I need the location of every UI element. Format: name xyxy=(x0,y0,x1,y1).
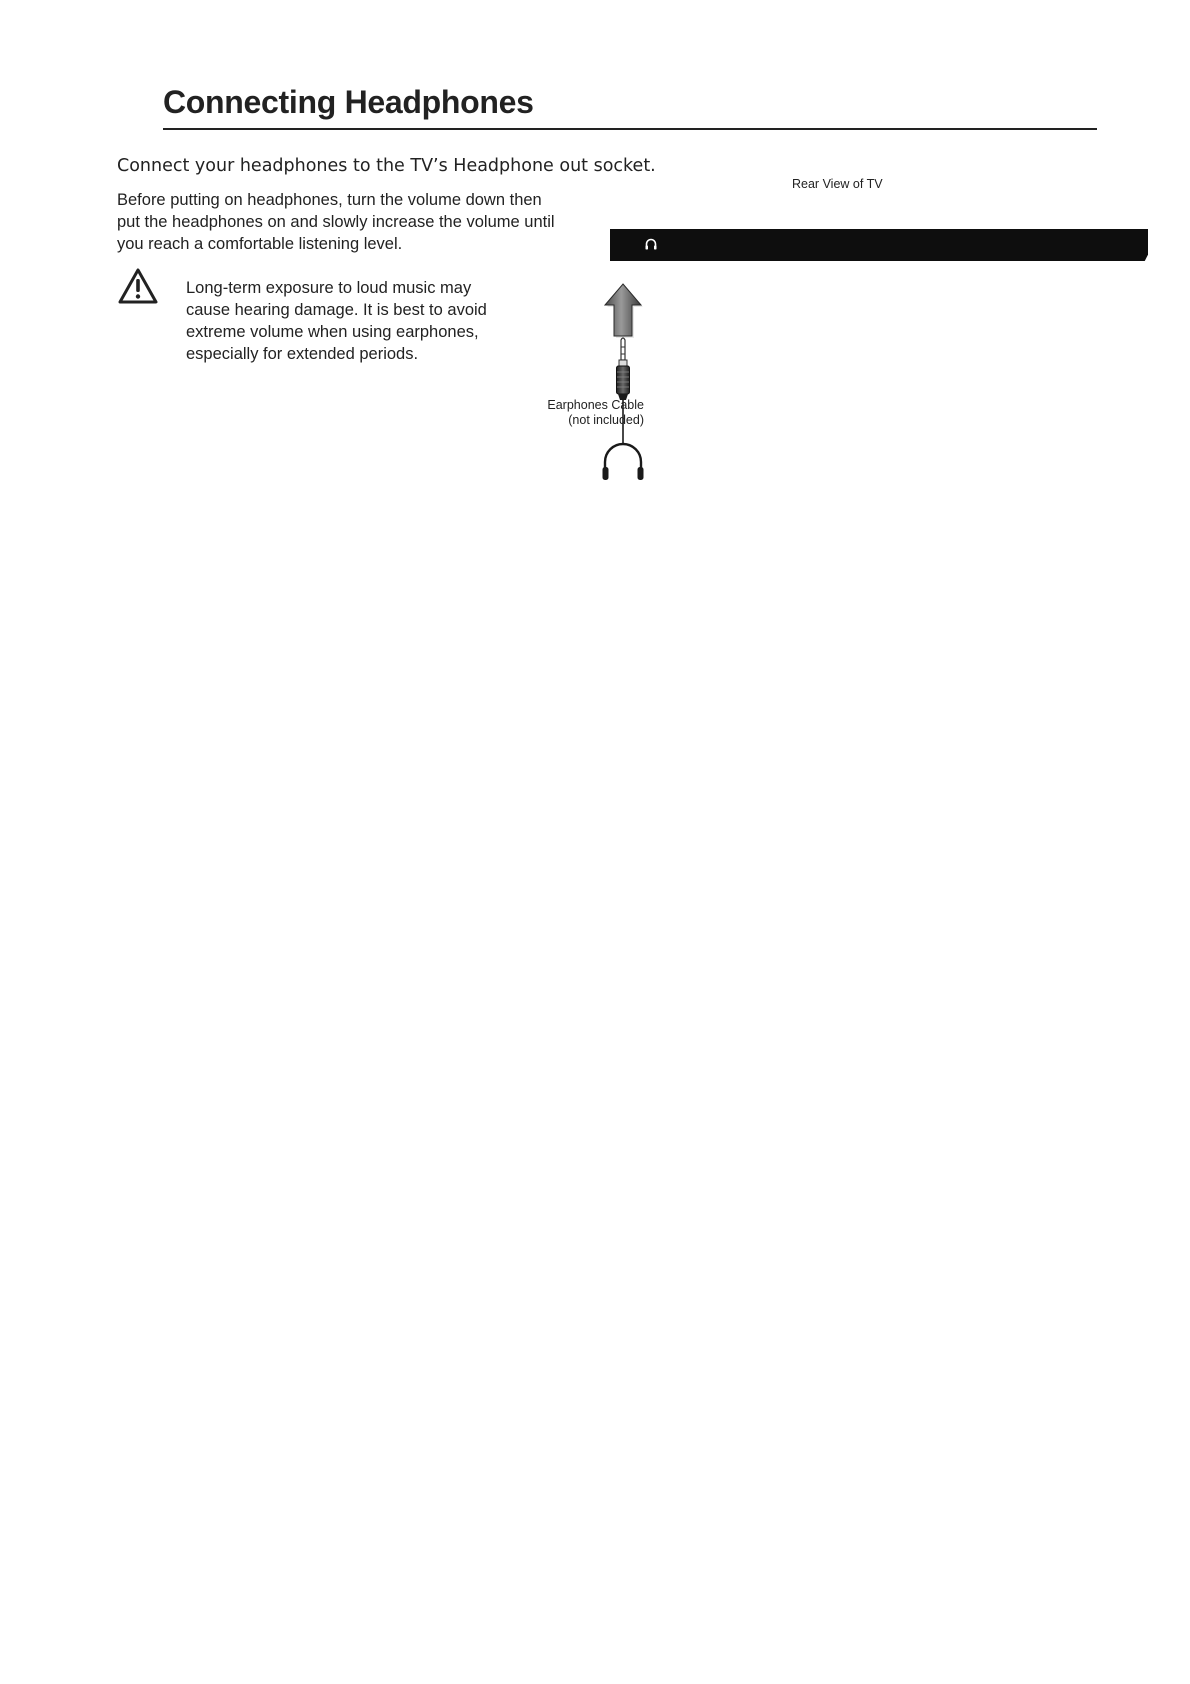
warning-triangle-icon xyxy=(117,267,159,305)
warning-text: Long-term exposure to loud music may cause hearing damage. It is best to avoid extreme volume when using earphones, especially for extended periods. xyxy=(186,279,487,363)
connection-diagram xyxy=(540,170,1160,500)
audio-jack-plug-icon xyxy=(617,338,630,400)
instructions-text: Before putting on headphones, turn the volume down then put the headphones on and slowly increase the volume until you reach a comfortable listening level. xyxy=(117,191,555,253)
headphones-icon xyxy=(603,444,644,480)
page-title: Connecting Headphones xyxy=(163,84,534,120)
earphones-cable-label xyxy=(520,398,644,428)
intro-text: Connect your headphones to the TV’s Headphone out socket. xyxy=(117,156,656,176)
cable-label-line-1: Earphones Cable xyxy=(547,398,644,412)
rear-view-label: Rear View of TV xyxy=(792,177,883,191)
title-divider xyxy=(163,128,1097,130)
arrow-up-icon xyxy=(605,284,643,338)
cable-label-line-2: (not included) xyxy=(568,413,644,427)
